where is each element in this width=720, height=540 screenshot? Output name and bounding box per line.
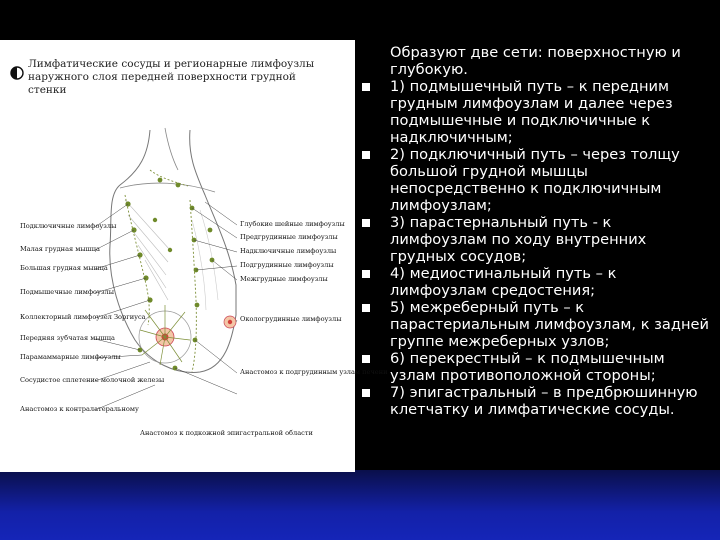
label-epigastric-anastomosis: Анастомоз к подкожной эпигастральной области (140, 429, 313, 437)
square-bullet-icon (362, 83, 370, 91)
label-axillary-nodes: Подмышечные лимфоузлы (20, 288, 114, 296)
square-bullet-icon (362, 219, 370, 227)
text-column (360, 44, 710, 418)
label-supraclavicular-nodes: Надключичные лимфоузлы (240, 247, 337, 255)
list-item (360, 265, 710, 299)
axillary-chain (125, 195, 149, 325)
lymph-anatomy-diagram (0, 100, 388, 472)
square-bullet-icon (362, 355, 370, 363)
label-pectoralis-major: Большая грудная мышца (20, 264, 108, 272)
list-item-text: 1) подмышечный путь – к передним грудным лимфоузлам и далее через подмышечные и подключичные к надключичным; (390, 78, 673, 146)
list-item-text: 7) эпигастральный – в предбрюшинную клетчатку и лимфатические сосуды. (390, 384, 698, 418)
top-band (0, 0, 720, 40)
list-item-text: 2) подключичный путь – через толщу большой грудной мышцы непосредственно к подключичным лимфоузлам; (390, 146, 680, 214)
list-item (360, 214, 710, 265)
square-bullet-icon (362, 304, 370, 312)
label-vascular-plexus: Сосудистое сплетение молочной железы (20, 376, 165, 384)
pectoral-fibers (125, 200, 170, 300)
half-circle-icon (10, 66, 24, 80)
list-item (360, 350, 710, 384)
label-paramammary-nodes: Парамаммарные лимфоузлы (20, 353, 121, 361)
list-item (360, 78, 710, 146)
label-interpectoral-nodes: Межгрудные лимфоузлы (240, 275, 328, 283)
parasternal-chain (190, 200, 196, 372)
intro-text: Образуют две сети: поверхностную и глубокую. (390, 44, 681, 78)
square-bullet-icon (362, 270, 370, 278)
label-substernal-nodes: Подгрудинные лимфоузлы (240, 261, 334, 269)
label-parasternal-nodes: Окологрудинные лимфоузлы (240, 315, 342, 323)
contralateral-nipple (228, 320, 232, 324)
pathway-list (360, 78, 710, 418)
figure-panel (0, 40, 388, 472)
square-bullet-icon (362, 389, 370, 397)
neck-line (165, 128, 178, 170)
label-pectoralis-minor: Малая грудная мышца (20, 245, 100, 253)
label-deep-cervical-nodes: Глубокие шейные лимфоузлы (240, 220, 345, 228)
list-item-text: 6) перекрестный – к подмышечным узлам противоположной стороны; (390, 350, 665, 384)
label-liver-anastomosis: Анастомоз к подгрудинным узлам печени (240, 368, 388, 376)
figure-caption: Лимфатические сосуды и регионарные лимфоузлы наружного слоя передней поверхности грудной стенки (28, 58, 315, 96)
list-item (360, 299, 710, 350)
list-item (360, 384, 710, 418)
label-contralateral-anastomosis: Анастомоз к контралатеральному (20, 405, 139, 413)
label-serratus-anterior: Передняя зубчатая мышца (20, 334, 115, 342)
bottom-gradient-band (0, 470, 720, 540)
list-item-text: 5) межреберный путь – к парастериальным лимфоузлам, к задней группе межреберных узлов; (390, 299, 709, 350)
square-bullet-icon (362, 151, 370, 159)
label-subclavian-nodes: Подключичные лимфоузлы (20, 222, 117, 230)
label-sorgius-node: Коллекторный лимфоузел Зоргиуса (20, 313, 146, 321)
list-item-text: 3) парастернальный путь - к лимфоузлам по ходу внутренних грудных сосудов; (390, 214, 647, 265)
label-presternal-nodes: Предгрудинные лимфоузлы (240, 233, 338, 241)
list-item (360, 146, 710, 214)
list-item-text: 4) медиостинальный путь – к лимфоузлам средостения; (390, 265, 617, 299)
